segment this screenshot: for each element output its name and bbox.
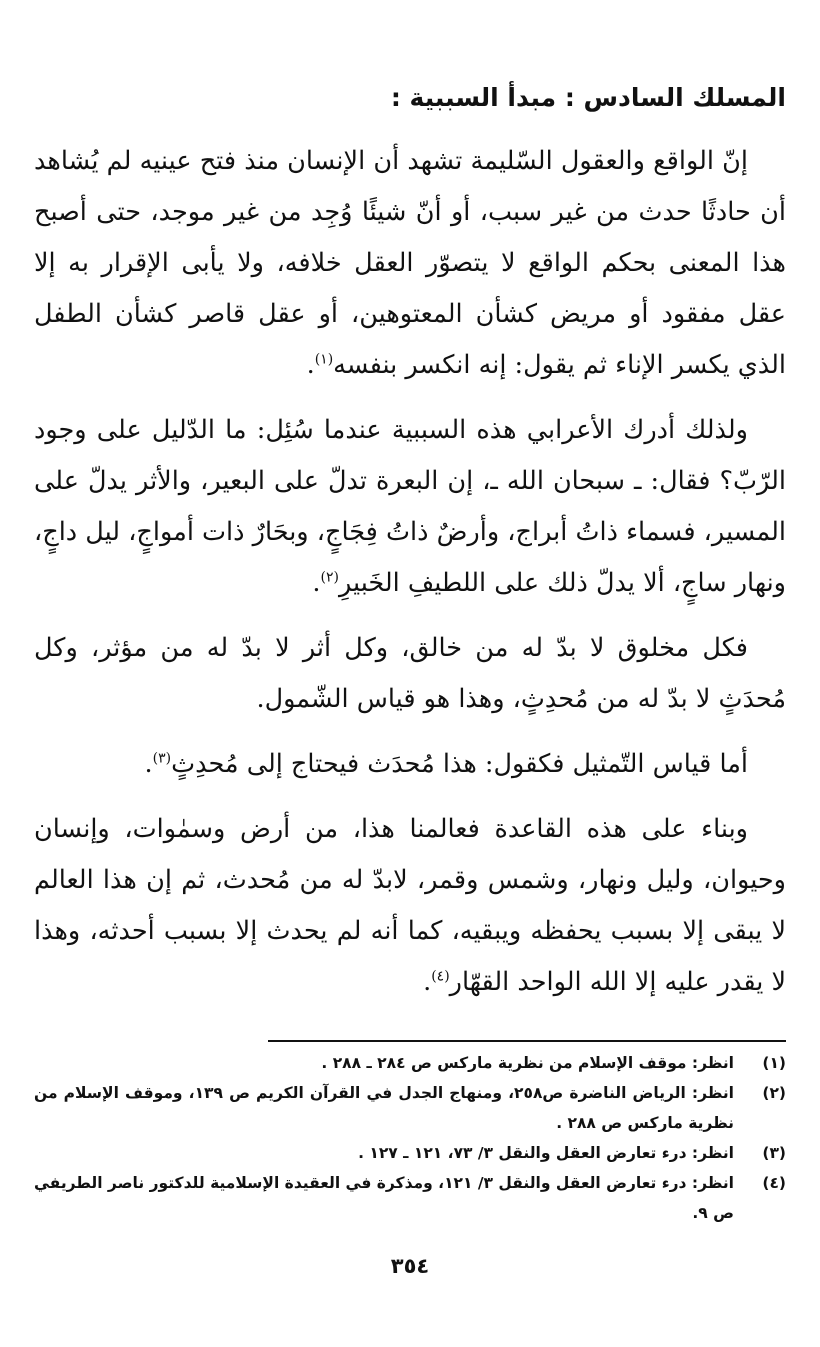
paragraph-text: فكل مخلوق لا بدّ له من خالق، وكل أثر لا بدّ له من مؤثر، وكل مُحدَثٍ لا بدّ له من مُحدِثٍ، وهذا هو قياس الشّمول. [34, 633, 786, 714]
footnote-reference[interactable]: (٣) [152, 750, 172, 767]
footnote-number: (٣) [762, 1144, 786, 1162]
footnote-reference[interactable]: (٤) [431, 968, 450, 985]
footnote-reference[interactable]: (٢) [320, 569, 339, 586]
paragraph-tail: . [144, 749, 153, 779]
footnote-number: (٤) [762, 1174, 786, 1192]
footnotes [34, 1048, 786, 1228]
paragraph-text: أما قياس التّمثيل فكقول: هذا مُحدَث فيحتاج إلى مُحدِثٍ [171, 749, 748, 779]
footnote-text: انظر: الرياض الناضرة ص٢٥٨، ومنهاج الجدل في القرآن الكريم ص ١٣٩، وموقف الإسلام من نظرية ماركس ص ٢٨٨ . [34, 1084, 734, 1132]
section-heading: المسلك السادس : مبدأ السببية : [390, 83, 786, 112]
paragraph [34, 136, 786, 391]
footnote [34, 1078, 786, 1138]
footnote [34, 1048, 786, 1078]
paragraph [34, 405, 786, 609]
footnote-text: انظر: درء تعارض العقل والنقل ٣/ ٧٣، ١٢١ ـ ١٢٧ . [358, 1144, 734, 1162]
footnote-number: (٢) [762, 1084, 786, 1102]
paragraph-text: إنّ الواقع والعقول السّليمة تشهد أن الإنسان منذ فتح عينيه لم يُشاهد أن حادثًا حدث من غير سبب، أو أنّ شيئًا وُجِد من غير موجد، حتى أصبح هذا المعنى بحكم الواقع لا يتصوّر العقل خلافه، ولا يأبى الإقرار به إلا عقل مفقود أو مريض كشأن المعتوهين، أو عقل قاصر كشأن الطفل الذي يكسر الإناء ثم يقول: إنه انكسر بنفسه [34, 146, 786, 380]
footnote-number: (١) [762, 1054, 786, 1072]
paragraph-tail: . [312, 568, 321, 598]
paragraph-text: ولذلك أدرك الأعرابي هذه السببية عندما سُئِل: ما الدّليل على وجود الرّبّ؟ فقال: ـ سبحان الله ـ، إن البعرة تدلّ على البعير، والأثر يدلّ على المسير، فسماء ذاتُ أبراج، وأرضٌ ذاتُ فِجَاجٍ، وبحَارٌ ذات أمواجٍ، ليل داجٍ، ونهار ساجٍ، ألا يدلّ ذلك على اللطيفِ الخَبيرِ [34, 415, 786, 598]
paragraph [34, 739, 786, 790]
footnote-divider [268, 1040, 786, 1042]
paragraph-tail: . [306, 350, 315, 380]
paragraph [34, 623, 786, 725]
footnote [34, 1138, 786, 1168]
paragraph-text: وبناء على هذه القاعدة فعالمنا هذا، من أرض وسمٰوات، وإنسان وحيوان، وليل ونهار، وشمس وقمر، لابدّ له من مُحدث، ثم إن هذا العالم لا يبقى إلا بسبب يحفظه ويبقيه، كما أنه لم يحدث إلا بسبب أحدثه، وهذا لا يقدر عليه إلا الله الواحد القهّار [34, 814, 786, 997]
paragraph-tail: . [423, 967, 432, 997]
page-number: ٣٥٤ [390, 1254, 430, 1278]
footnote-text: انظر: موقف الإسلام من نظرية ماركس ص ٢٨٤ ـ ٢٨٨ . [321, 1054, 734, 1072]
paragraph [34, 804, 786, 1008]
footnote-text: انظر: درء تعارض العقل والنقل ٣/ ١٢١، ومذكرة في العقيدة الإسلامية للدكتور ناصر الطريفي ص ٩. [34, 1174, 734, 1222]
body-text [34, 136, 786, 1008]
footnote-reference[interactable]: (١) [314, 351, 334, 368]
footnote [34, 1168, 786, 1228]
